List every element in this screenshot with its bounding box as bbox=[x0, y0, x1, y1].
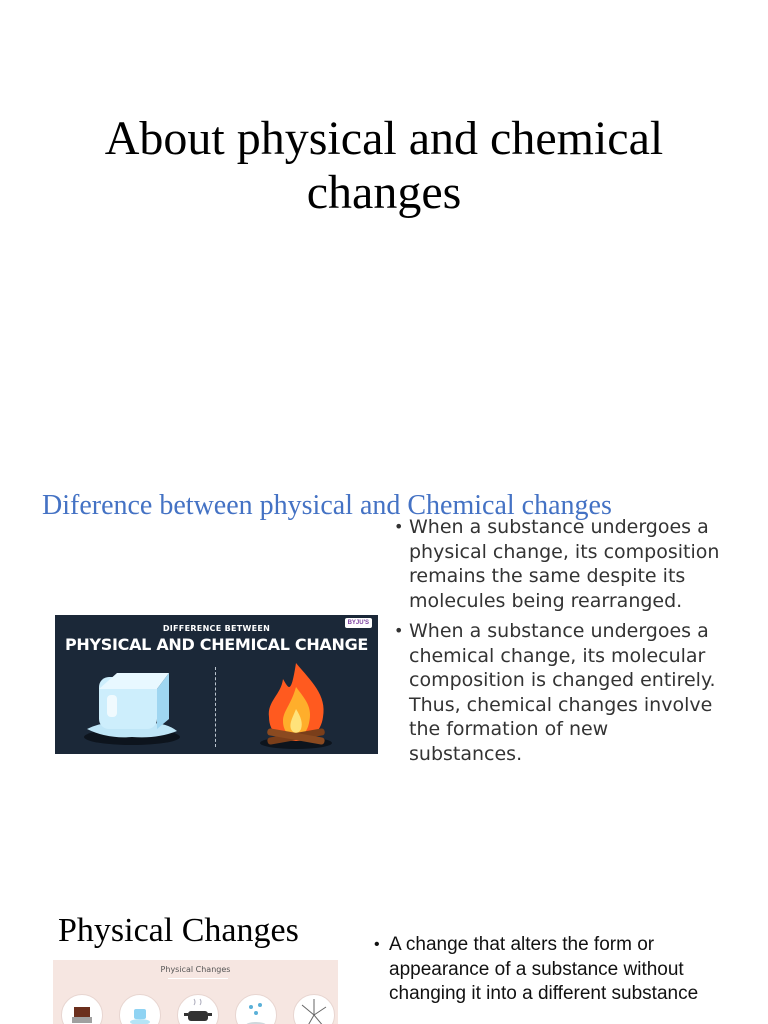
banner-main-heading: PHYSICAL AND CHEMICAL CHANGE bbox=[64, 635, 369, 654]
list-item bbox=[372, 933, 732, 1007]
campfire-icon bbox=[251, 659, 341, 751]
physical-changes-image bbox=[53, 960, 338, 1024]
chocolate-icon bbox=[61, 994, 103, 1024]
ice-cube-icon bbox=[77, 667, 187, 747]
thumb-rule bbox=[168, 978, 228, 979]
boiling-pot-icon bbox=[177, 994, 219, 1024]
banner-divider bbox=[215, 667, 216, 747]
banner-small-heading: DIFFERENCE BETWEEN bbox=[162, 624, 271, 633]
broken-glass-icon bbox=[293, 994, 335, 1024]
difference-banner-image bbox=[55, 615, 378, 754]
bullet-text: A change that alters the form or appearance of a substance without changing it into a different substance bbox=[389, 934, 699, 1004]
physical-changes-bullet-list bbox=[372, 933, 732, 1013]
list-item bbox=[392, 619, 722, 766]
thumb-heading: Physical Changes bbox=[160, 965, 231, 974]
water-drops-icon bbox=[235, 994, 277, 1024]
slide-title-difference: Diference between physical and Chemical changes bbox=[42, 490, 612, 521]
difference-bullet-list bbox=[392, 515, 722, 772]
bullet-dot-icon: • bbox=[394, 621, 404, 640]
banner-logo: BYJU'S bbox=[345, 618, 372, 628]
bullet-dot-icon: • bbox=[394, 517, 404, 536]
ice-melting-icon bbox=[119, 994, 161, 1024]
bullet-dot-icon: • bbox=[374, 936, 380, 953]
slide-title-physical-changes: Physical Changes bbox=[58, 912, 299, 949]
slide-title-main: About physical and chemical changes bbox=[104, 112, 664, 219]
bullet-text: When a substance undergoes a physical change, its composition remains the same despite its molecules being rearranged. bbox=[409, 516, 720, 612]
bullet-text: When a substance undergoes a chemical change, its molecular composition is changed entirely. Thus, chemical changes involve the formation of new substances. bbox=[409, 620, 716, 765]
list-item bbox=[392, 515, 722, 613]
